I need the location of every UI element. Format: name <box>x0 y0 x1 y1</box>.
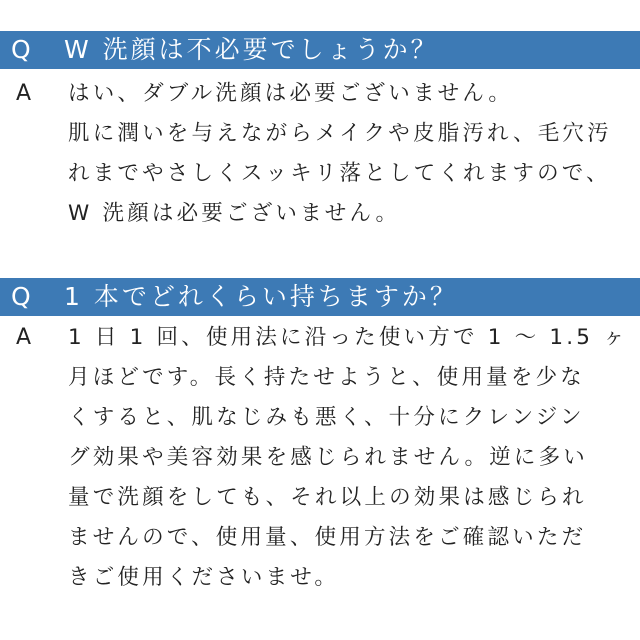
question-bar-2 <box>0 278 640 316</box>
question-text-2: 1 本でどれくらい持ちますか？ <box>64 282 458 311</box>
answer-2-line-4: グ効果や美容効果を感じられません。逆に多い <box>68 445 588 470</box>
answer-1-line-3: れまでやさしくスッキリ落としてくれますので、 <box>68 161 611 186</box>
answer-mark-1: A <box>16 81 32 106</box>
answer-text-2 <box>68 318 640 598</box>
answer-2-line-5: 量で洗顔をしても、それ以上の効果は感じられ <box>68 485 587 510</box>
answer-2-line-3: くすると、肌なじみも悪く、十分にクレンジン <box>68 405 585 430</box>
answer-1-line-4: W 洗顔は必要ございません。 <box>68 201 401 226</box>
question-text-1: W 洗顔は不必要でしょうか？ <box>64 35 439 64</box>
answer-1-line-1: はい、ダブル洗顔は必要ございません。 <box>68 81 514 106</box>
answer-2-line-1: 1 日 1 回、使用法に沿った使い方で 1 ～ 1.5 ヶ <box>68 325 628 350</box>
question-mark-2: Q <box>11 282 34 311</box>
answer-2-line-7: きご使用くださいませ。 <box>68 565 340 590</box>
answer-text-1 <box>68 74 640 234</box>
question-mark-1: Q <box>11 35 34 64</box>
answer-1-line-2: 肌に潤いを与えながらメイクや皮脂汚れ、毛穴汚 <box>68 121 612 146</box>
answer-2-line-2: 月ほどです。長く持たせようと、使用量を少な <box>68 365 585 390</box>
answer-mark-2: A <box>16 325 32 350</box>
question-bar-1 <box>0 31 640 69</box>
answer-2-line-6: ませんので、使用量、使用方法をご確認いただ <box>68 525 587 550</box>
